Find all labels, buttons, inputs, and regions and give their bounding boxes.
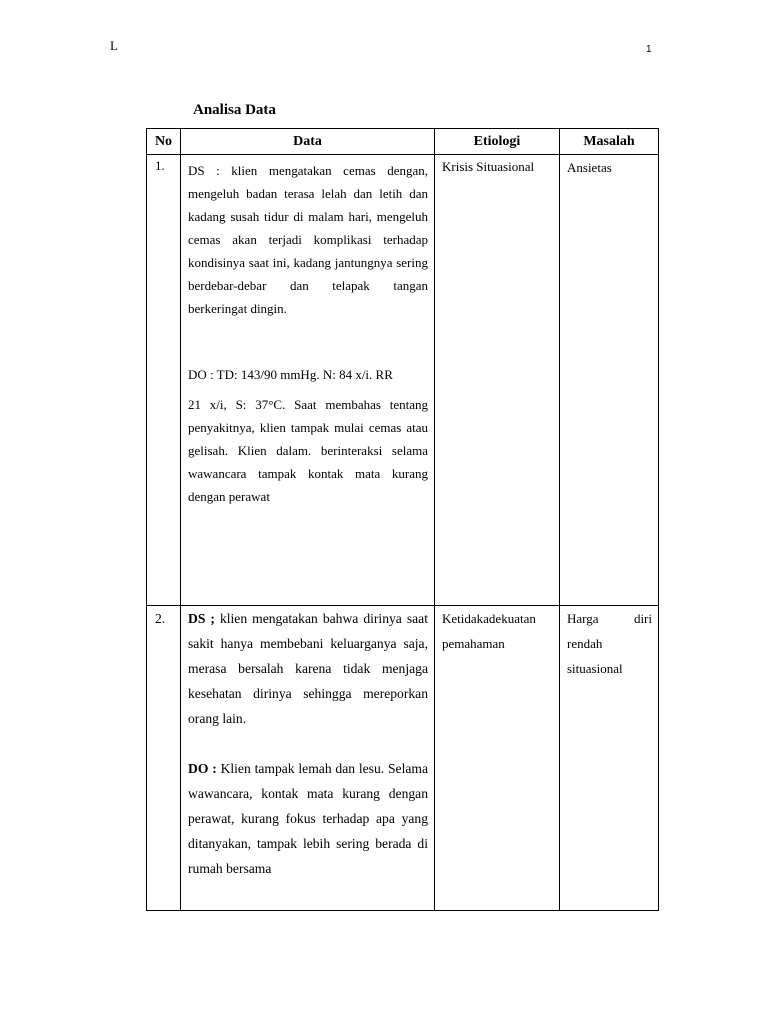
masalah-cell xyxy=(560,606,659,911)
header-no: No xyxy=(147,129,181,155)
subjective-data: DS : klien mengatakan cemas dengan, mengeluh badan terasa lelah dan letih dan kadang susah tidur di malam hari, mengeluh cemas akan terjadi komplikasi terhadap kondisinya saat ini, kadang jantungnya sering berdebar-debar dan telapak tangan berkeringat dingin. xyxy=(188,163,428,316)
row-number: 2. xyxy=(147,606,181,911)
masalah-word: diri xyxy=(633,611,652,626)
etiologi-cell xyxy=(435,606,560,911)
header-etiologi: Etiologi xyxy=(435,129,560,155)
table-row xyxy=(147,606,659,911)
row-number: 1. xyxy=(147,155,181,606)
subjective-data xyxy=(188,606,428,731)
objective-data-line: DO : TD: 143/90 mmHg. N: 84 x/i. RR xyxy=(188,367,393,382)
masalah-text: Ansietas xyxy=(567,160,612,175)
masalah-cell xyxy=(560,155,659,606)
analysis-table xyxy=(146,128,659,911)
corner-mark: L xyxy=(110,38,118,53)
masalah-word: Harga xyxy=(567,611,599,626)
etiologi-line: pemahaman xyxy=(442,636,505,651)
document-title: Analisa Data xyxy=(193,102,276,118)
masalah-line: situasional xyxy=(567,661,623,676)
header-data: Data xyxy=(181,129,435,155)
etiologi-line: Ketidakadekuatan xyxy=(442,611,536,626)
data-cell xyxy=(181,606,435,911)
do-label: DO : xyxy=(188,761,217,776)
masalah-line xyxy=(567,606,652,631)
etiologi-cell xyxy=(435,155,560,606)
header-masalah: Masalah xyxy=(560,129,659,155)
page-number: 1 xyxy=(646,44,652,55)
data-cell xyxy=(181,155,435,606)
ds-label: DS ; xyxy=(188,611,215,626)
objective-data: 21 x/i, S: 37°C. Saat membahas tentang penyakitnya, klien tampak mulai cemas atau gelisah. Klien dalam. berinteraksi selama wawancara tampak kontak mata kurang dengan perawat xyxy=(188,397,428,504)
table-row xyxy=(147,155,659,606)
table-header-row xyxy=(147,129,659,155)
objective-data xyxy=(188,756,428,881)
masalah-line: rendah xyxy=(567,636,603,651)
objective-text: Klien tampak lemah dan lesu. Selama wawancara, kontak mata kurang dengan perawat, kurang fokus terhadap apa yang ditanyakan, tampak lebih sering berada di rumah bersama xyxy=(188,761,428,876)
etiologi-text: Krisis Situasional xyxy=(442,159,535,174)
subjective-text: klien mengatakan bahwa dirinya saat sakit hanya membebani keluarganya saja, merasa bersalah karena tidak menjaga kesehatan dirinya sehingga mereporkan orang lain. xyxy=(188,611,428,726)
